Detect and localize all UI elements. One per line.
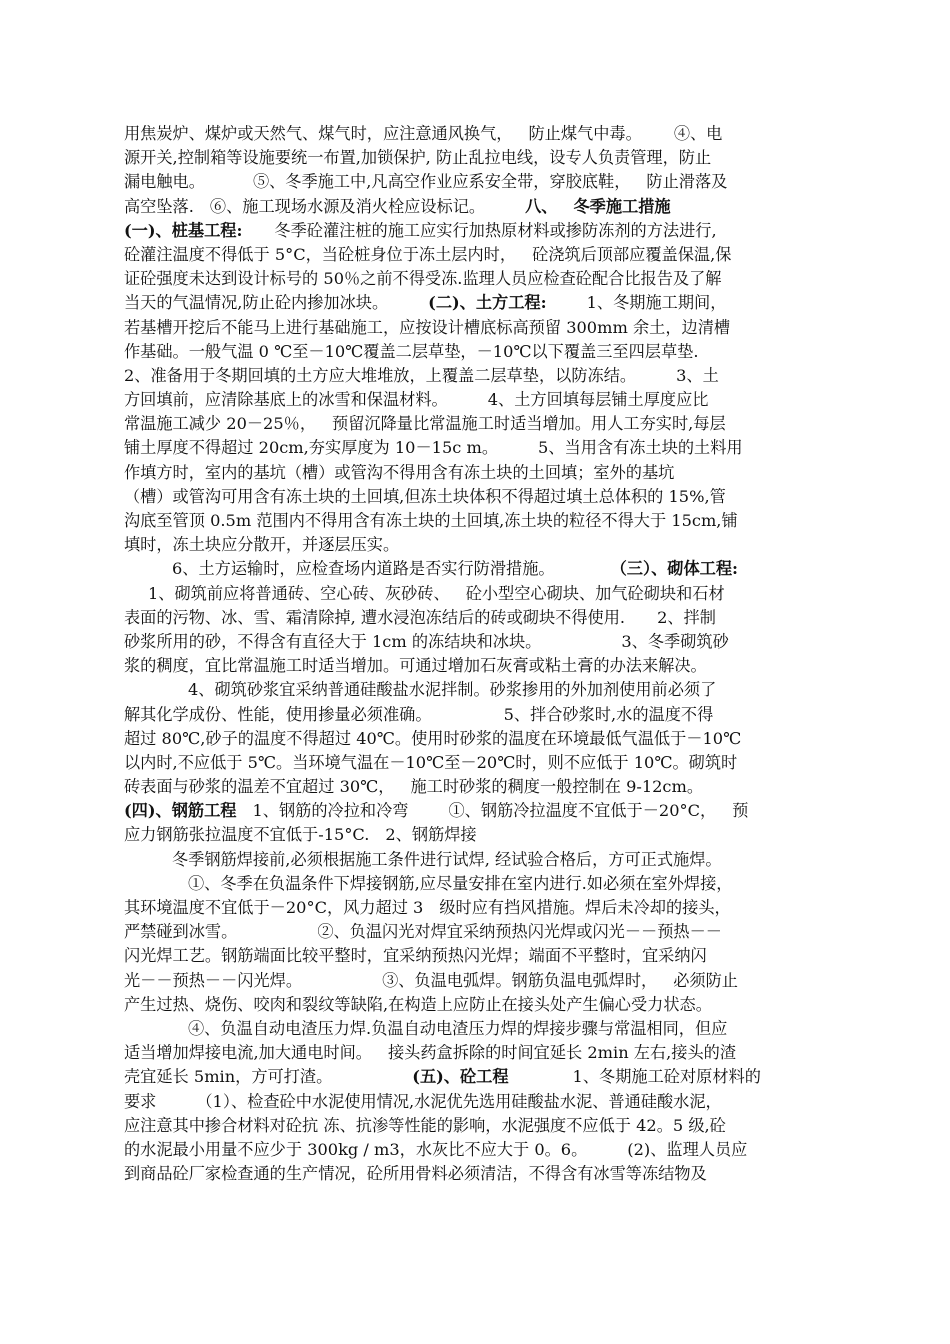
text-line: (一)、桩基工程: 冬季砼灌注桩的施工应实行加热原材料或掺防冻剂的方法进行,	[124, 220, 717, 240]
text-line: 解其化学成份、性能，使用掺量必须准确。 5、拌合砂浆时,水的温度不得	[124, 704, 714, 724]
text-line: （槽）或管沟可用含有冻土块的土回填,但冻土块体积不得超过填土总体积的 15%,管	[124, 486, 726, 506]
text-line: 到商品砼厂家检查通的生产情况，砼所用骨料必须清洁，不得含有冰雪等冻结物及	[124, 1164, 707, 1184]
text-line: 作基础。一般气温 0 ℃至－10℃覆盖二层草垫，－10℃以下覆盖三至四层草垫.	[124, 341, 699, 361]
text-line: 以内时,不应低于 5℃。当环境气温在－10℃至－20℃时，则不应低于 10℃。砌筑时	[124, 752, 738, 772]
text-line: 1、砌筑前应将普通砖、空心砖、灰砂砖、 砼小型空心砌块、加气砼砌块和石材	[148, 583, 725, 603]
text-line: 应力钢筋张拉温度不宜低于-15°C. 2、钢筋焊接	[124, 825, 477, 845]
text-line: (四)、钢筋工程 1、钢筋的冷拉和冷弯 ①、钢筋冷拉温度不宜低于－20°C， 预	[124, 801, 749, 821]
text-line: 适当增加焊接电流,加大通电时间。 接头药盒拆除的时间宜延长 2min 左右,接头的渣	[124, 1043, 737, 1063]
text-line: 光－－预热－－闪光焊。 ③、负温电弧焊。钢筋负温电弧焊时， 必须防止	[124, 970, 738, 990]
text-line: 壳宜延长 5min，方可打渣。 (五)、砼工程 1、冬期施工砼对原材料的	[124, 1067, 761, 1087]
text-line: 用焦炭炉、煤炉或天然气、煤气时，应注意通风换气， 防止煤气中毒。 ④、电	[124, 124, 723, 143]
document-page	[124, 122, 836, 1186]
text-line: 砖表面与砂浆的温差不宜超过 30℃， 施工时砂浆的稠度一般控制在 9-12cm。	[124, 777, 704, 797]
text-line: 当天的气温情况,防止砼内掺加冰块。 (二)、土方工程: 1、冬期施工期间，	[124, 293, 727, 313]
text-line: 源开关,控制箱等设施要统一布置,加锁保护, 防止乱拉电线，设专人负责管理，防止	[124, 148, 712, 168]
text-line: 铺土厚度不得超过 20cm,夯实厚度为 10－15c m。 5、当用含有冻土块的土料用	[124, 438, 743, 458]
text-line: 作填方时，室内的基坑（槽）或管沟不得用含有冻土块的土回填；室外的基坑	[124, 462, 675, 482]
text-line: 冬季钢筋焊接前,必须根据施工条件进行试焊, 经试验合格后，方可正式施焊。	[172, 849, 722, 869]
text-line: 方回填前，应清除基底上的冰雪和保温材料。 4、土方回填每层铺土厚度应比	[124, 390, 709, 410]
text-line: 沟底至管顶 0.5m 范围内不得用含有冻土块的土回填,冻土块的粒径不得大于 15cm,铺	[124, 511, 738, 530]
text-line: ①、冬季在负温条件下焊接钢筋,应尽量安排在室内进行.如必须在室外焊接，	[188, 873, 733, 893]
text-line: 常温施工减少 20－25％， 预留沉降量比常温施工时适当增加。用人工夯实时,每层	[124, 414, 726, 434]
text-line: 2、准备用于冬期回填的土方应大堆堆放，上覆盖二层草垫，以防冻结。 3、土	[124, 365, 719, 385]
text-line: 砼灌注温度不得低于 5°C，当砼桩身位于冻土层内时， 砼浇筑后顶部应覆盖保温,保	[124, 244, 732, 264]
text-line: 表面的污物、冰、雪、霜清除掉, 遭水浸泡冻结后的砖或砌块不得使用. 2、拌制	[124, 607, 716, 627]
text-line: ④、负温自动电渣压力焊.负温自动电渣压力焊的焊接步骤与常温相同，但应	[188, 1018, 728, 1038]
text-line: 闪光焊工艺。钢筋端面比较平整时，宜采纳预热闪光焊；端面不平整时，宜采纳闪	[124, 946, 707, 966]
text-line: 严禁碰到冰雪。 ②、负温闪光对焊宜采纳预热闪光焊或闪光－－预热－－	[124, 922, 722, 942]
text-line: 浆的稠度，宜比常温施工时适当增加。可通过增加石灰膏或粘土膏的办法来解决。	[124, 656, 707, 676]
text-line: 若基槽开挖后不能马上进行基础施工，应按设计槽底标高预留 300mm 余土，边清槽	[124, 317, 731, 337]
text-line: 超过 80℃,砂子的温度不得超过 40℃。使用时砂浆的温度在环境最低气温低于－10℃	[124, 728, 742, 748]
text-line: 高空坠落. ⑥、施工现场水源及消火栓应设标记。 八、 冬季施工措施	[124, 196, 671, 216]
text-line: 应注意其中掺合材料对砼抗 冻、抗渗等性能的影响，水泥强度不应低于 42。5 级,砼	[124, 1115, 726, 1135]
text-line: 其环境温度不宜低于－20°C，风力超过 3 级时应有挡风措施。焊后未冷却的接头，	[124, 898, 731, 917]
text-line: 的水泥最小用量不应少于 300kg / m3，水灰比不应大于 0。6。 (2)、监理人员应	[124, 1139, 748, 1159]
text-line: 砂浆所用的砂，不得含有直径大于 1cm 的冻结块和冰块。 3、冬季砌筑砂	[124, 631, 729, 651]
text-line: 填时，冻土块应分散开，并逐层压实。	[124, 535, 400, 555]
text-line: 6、土方运输时，应检查场内道路是否实行防滑措施。 （三）、砌体工程:	[172, 559, 738, 579]
text-line: 漏电触电。 ⑤、冬季施工中,凡高空作业应系安全带，穿胶底鞋， 防止滑落及	[124, 172, 728, 192]
text-line: 要求 （1）、检查砼中水泥使用情况,水泥优先选用硅酸盐水泥、普通硅酸水泥，	[124, 1091, 722, 1111]
text-line: 4、砌筑砂浆宜采纳普通硅酸盐水泥拌制。砂浆掺用的外加剂使用前必须了	[188, 680, 717, 700]
text-line: 证砼强度未达到设计标号的 50％之前不得受冻.监理人员应检查砼配合比报告及了解	[124, 269, 722, 289]
text-line: 产生过热、烧伤、咬肉和裂纹等缺陷,在构造上应防止在接头处产生偏心受力状态。	[124, 994, 712, 1014]
